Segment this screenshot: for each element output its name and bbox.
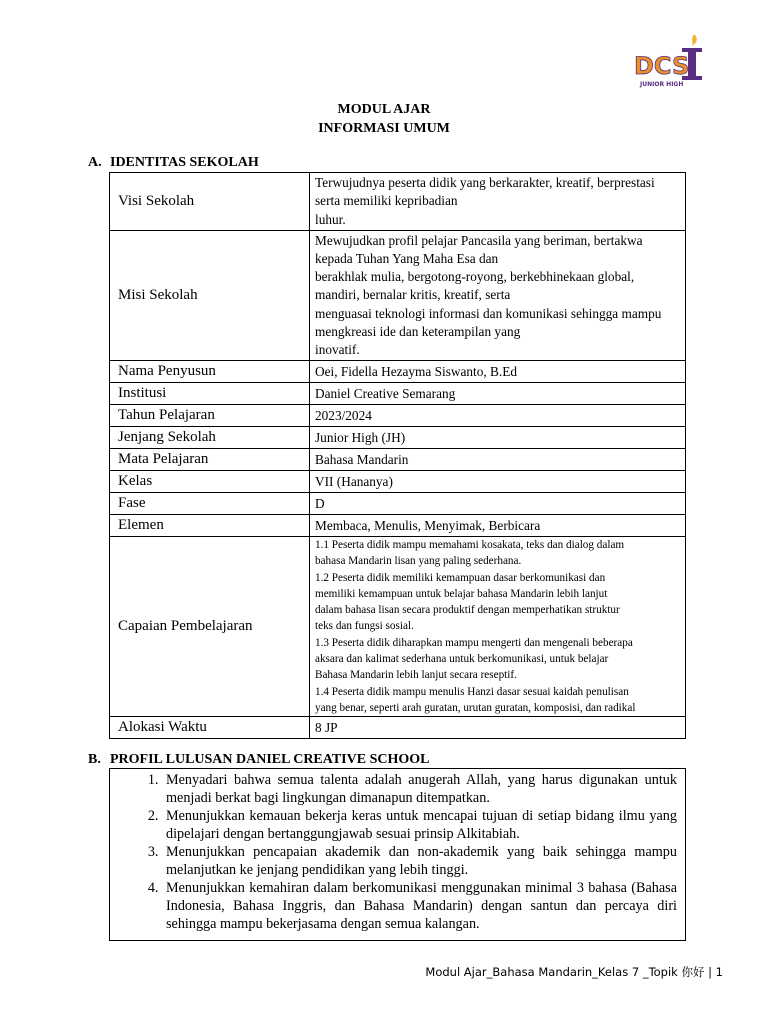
section-a-heading bbox=[88, 155, 259, 171]
value-line: 8 JP bbox=[315, 719, 338, 735]
list-item: 3. Menunjukkan pencapaian akademik dan non-akademik yang baik sehingga mampu melanjutkan ke jenjang pendidikan yang lebih tinggi. bbox=[162, 843, 677, 879]
row-value bbox=[310, 471, 686, 493]
value-line: dalam bahasa lisan secara produktif dengan memperhatikan struktur bbox=[315, 604, 620, 617]
value-line: luhur. bbox=[315, 211, 346, 227]
logo-subtext: JUNIOR HIGH bbox=[640, 81, 684, 88]
page-footer: Modul Ajar_Bahasa Mandarin_Kelas 7 _Topik 你好 | 1 bbox=[425, 965, 723, 979]
value-line: Membaca, Menulis, Menyimak, Berbicara bbox=[315, 517, 541, 533]
table-row bbox=[110, 405, 686, 427]
value-line: serta memiliki kepribadian bbox=[315, 193, 458, 209]
table-row bbox=[110, 449, 686, 471]
row-value bbox=[310, 427, 686, 449]
list-item: 1. Menyadari bahwa semua talenta adalah anugerah Allah, yang harus digunakan untuk menjadi berkat bagi lingkungan dimanapun ditempatkan. bbox=[162, 771, 677, 807]
row-label: Nama Penyusun bbox=[110, 361, 310, 383]
table-row bbox=[110, 717, 686, 739]
table-row bbox=[110, 493, 686, 515]
row-value bbox=[310, 361, 686, 383]
row-label: Capaian Pembelajaran bbox=[110, 537, 310, 717]
row-label: Institusi bbox=[110, 383, 310, 405]
value-line: Bahasa Mandarin lebih lanjut secara reseptif. bbox=[315, 669, 517, 682]
school-logo bbox=[632, 30, 706, 92]
row-label: Fase bbox=[110, 493, 310, 515]
value-line: 2023/2024 bbox=[315, 407, 372, 423]
table-row bbox=[110, 383, 686, 405]
table-row bbox=[110, 537, 686, 717]
table-row bbox=[110, 173, 686, 231]
table-row bbox=[110, 361, 686, 383]
document-subtitle: INFORMASI UMUM bbox=[318, 121, 450, 136]
school-identity-table bbox=[109, 172, 686, 739]
row-label: Tahun Pelajaran bbox=[110, 405, 310, 427]
list-item: 2. Menunjukkan kemauan bekerja keras untuk mencapai tujuan di setiap bidang ilmu yang dipelajari dengan bertanggungjawab sesuai prinsip Alkitabiah. bbox=[162, 807, 677, 843]
table-row bbox=[110, 231, 686, 361]
value-line: mengkreasi ide dan keterampilan yang bbox=[315, 323, 521, 339]
value-line: Oei, Fidella Hezayma Siswanto, B.Ed bbox=[315, 363, 517, 379]
logo-text: DCS bbox=[634, 52, 690, 80]
value-line: 1.2 Peserta didik memiliki kemampuan dasar berkomunikasi dan bbox=[315, 571, 606, 584]
value-line: inovatif. bbox=[315, 342, 360, 357]
row-label: Mata Pelajaran bbox=[110, 449, 310, 471]
value-line: kepada Tuhan Yang Maha Esa dan bbox=[315, 250, 499, 266]
value-line: 1.4 Peserta didik mampu menulis Hanzi dasar sesuai kaidah penulisan bbox=[315, 685, 629, 698]
row-label: Kelas bbox=[110, 471, 310, 493]
graduate-profile-box bbox=[109, 768, 686, 941]
row-value bbox=[310, 717, 686, 739]
table-row bbox=[110, 471, 686, 493]
row-label: Jenjang Sekolah bbox=[110, 427, 310, 449]
value-line: Bahasa Mandarin bbox=[315, 451, 409, 467]
list-item: 4. Menunjukkan kemahiran dalam berkomunikasi menggunakan minimal 3 bahasa (Bahasa Indonesia, Bahasa Inggris, dan Bahasa Mandarin) dengan santun dan percaya diri sehingga mampu bekerjasama dengan semua kalangan. bbox=[162, 879, 677, 933]
value-line: memiliki kemampuan untuk belajar bahasa Mandarin lebih lanjut bbox=[315, 587, 608, 600]
value-line: berakhlak mulia, bergotong-royong, berkebhinekaan global, bbox=[315, 269, 635, 285]
row-value bbox=[310, 383, 686, 405]
row-label: Alokasi Waktu bbox=[110, 717, 310, 739]
value-line: 1.3 Peserta didik diharapkan mampu mengerti dan mengenali beberapa bbox=[315, 636, 633, 649]
value-line: bahasa Mandarin lisan yang paling sederhana. bbox=[315, 555, 522, 568]
section-b-letter: B. bbox=[88, 752, 101, 767]
row-value bbox=[310, 173, 686, 231]
row-label: Elemen bbox=[110, 515, 310, 537]
document-title: MODUL AJAR bbox=[337, 102, 431, 117]
value-line: mandiri, bernalar kritis, kreatif, serta bbox=[315, 287, 511, 303]
row-label: Visi Sekolah bbox=[110, 173, 310, 231]
value-line: Junior High (JH) bbox=[315, 429, 406, 445]
value-line: Terwujudnya peserta didik yang berkarakter, kreatif, berprestasi bbox=[315, 175, 655, 191]
section-b-heading bbox=[88, 752, 429, 768]
row-value bbox=[310, 537, 686, 717]
value-line: teks dan fungsi sosial. bbox=[315, 620, 414, 633]
value-line: aksara dan kalimat sederhana untuk berkomunikasi, untuk belajar bbox=[315, 653, 609, 666]
section-a-letter: A. bbox=[88, 155, 102, 170]
table-row bbox=[110, 515, 686, 537]
value-line: yang benar, seperti arah guratan, urutan guratan, komposisi, dan radikal bbox=[315, 701, 636, 714]
value-line: D bbox=[315, 495, 325, 511]
value-line: VII (Hananya) bbox=[315, 473, 393, 489]
section-a-title: IDENTITAS SEKOLAH bbox=[110, 155, 259, 170]
value-line: Mewujudkan profil pelajar Pancasila yang beriman, bertakwa bbox=[315, 232, 643, 248]
value-line: 1.1 Peserta didik mampu memahami kosakata, teks dan dialog dalam bbox=[315, 539, 625, 551]
graduate-profile-list bbox=[110, 769, 685, 933]
row-value bbox=[310, 231, 686, 361]
section-b-title: PROFIL LULUSAN DANIEL CREATIVE SCHOOL bbox=[110, 752, 430, 767]
value-line: Daniel Creative Semarang bbox=[315, 385, 456, 401]
value-line: menguasai teknologi informasi dan komunikasi sehingga mampu bbox=[315, 305, 662, 321]
row-label: Misi Sekolah bbox=[110, 231, 310, 361]
row-value bbox=[310, 449, 686, 471]
row-value bbox=[310, 515, 686, 537]
row-value bbox=[310, 493, 686, 515]
row-value bbox=[310, 405, 686, 427]
table-row bbox=[110, 427, 686, 449]
